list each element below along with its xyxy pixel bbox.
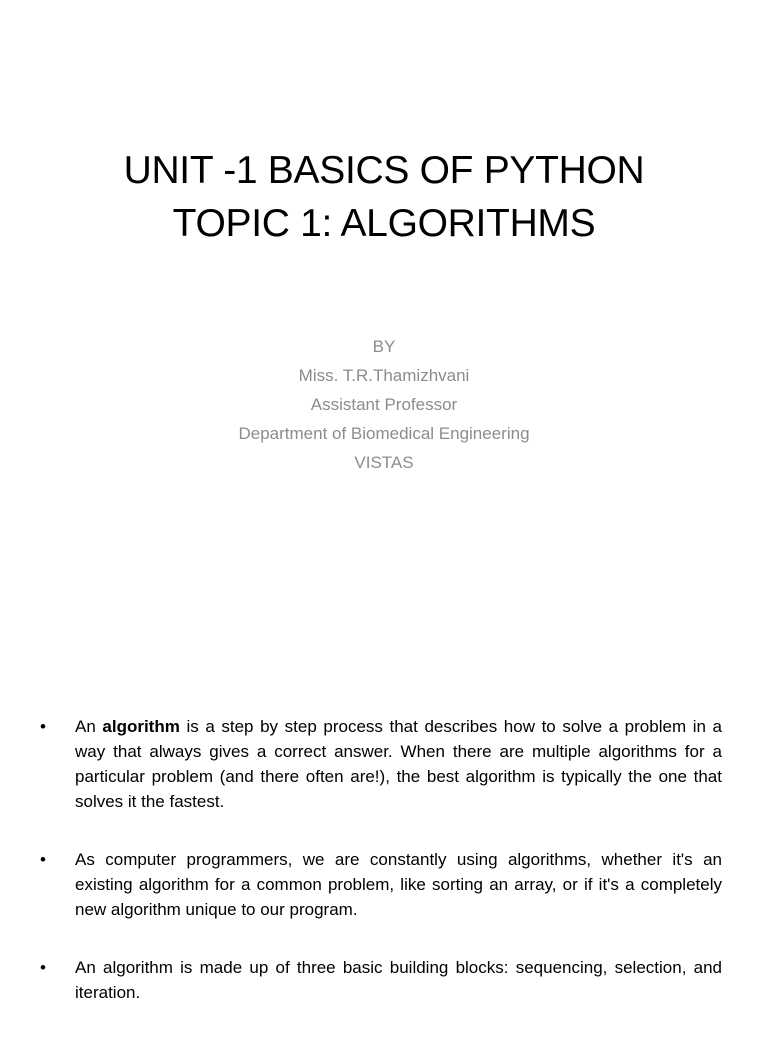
- subtitle-position: Assistant Professor: [310, 395, 458, 414]
- bullet-dot-icon: •: [40, 850, 46, 869]
- bullet-item-1: [40, 714, 722, 814]
- bullet-1-bold-term: algorithm: [102, 717, 180, 736]
- bullet-1-prefix: An: [75, 717, 103, 736]
- bullet-2-text: As computer programmers, we are constantly using algorithms, whether it's an existing algorithm for a common problem, like sorting an array, or if it's a completely new algorithm unique to our program.: [75, 850, 722, 919]
- content-slide: [0, 576, 768, 1024]
- bullet-3-text: An algorithm is made up of three basic building blocks: sequencing, selection, and iteration.: [75, 958, 722, 1002]
- subtitle-department: Department of Biomedical Engineering: [238, 424, 530, 443]
- bullet-dot-icon: •: [40, 717, 46, 736]
- slide-title: [0, 144, 768, 250]
- bullet-item-2: [40, 847, 722, 922]
- title-line-2: TOPIC 1: ALGORITHMS: [172, 202, 596, 245]
- subtitle-institution: VISTAS: [354, 453, 414, 472]
- bullet-dot-icon: •: [40, 958, 46, 977]
- bullet-list: [40, 714, 722, 1038]
- subtitle-author: Miss. T.R.Thamizhvani: [298, 366, 470, 385]
- bullet-1-rest: is a step by step process that describes how to solve a problem in a way that always gives a correct answer. When there are multiple algorithms for a particular problem (and there often are!), the best algorithm is typically the one that solves it the fastest.: [75, 717, 722, 811]
- title-line-1: UNIT -1 BASICS OF PYTHON: [123, 149, 645, 192]
- slide-subtitle: [0, 332, 768, 477]
- bullet-item-3: [40, 955, 722, 1005]
- subtitle-by: BY: [372, 337, 396, 356]
